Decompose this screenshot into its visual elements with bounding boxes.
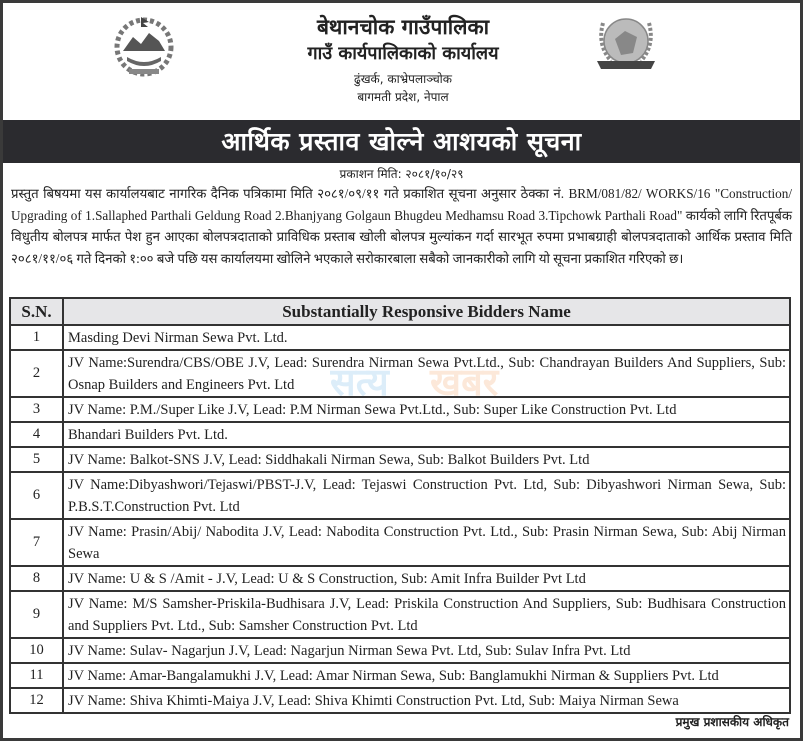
table-row <box>10 688 790 713</box>
table-row <box>10 566 790 591</box>
office-name: गाउँ कार्यपालिकाको कार्यालय <box>307 43 499 64</box>
row-serial-number: 4 <box>10 422 63 447</box>
row-serial-number: 8 <box>10 566 63 591</box>
row-serial-number: 2 <box>10 350 63 397</box>
row-serial-number: 7 <box>10 519 63 566</box>
row-bidder-name: JV Name: Amar-Bangalamukhi J.V, Lead: Amar Nirman Sewa, Sub: Banglamukhi Nirman & Suppliers Pvt. Ltd <box>63 663 790 688</box>
row-bidder-name: JV Name:Dibyashwori/Tejaswi/PBST-J.V, Lead: Tejaswi Construction Pvt. Ltd, Sub: Dibyashwori Nirman Sewa, Sub: P.B.S.T.Construction Pvt. Ltd <box>63 472 790 519</box>
address-line-1: ढुंखर्क, काभ्रेपलाञ्चोक <box>353 72 453 86</box>
table-row <box>10 472 790 519</box>
row-serial-number: 5 <box>10 447 63 472</box>
row-bidder-name: JV Name: P.M./Super Like J.V, Lead: P.M Nirman Sewa Pvt.Ltd., Sub: Super Like Construction Pvt. Ltd <box>63 397 790 422</box>
row-bidder-name: JV Name: Prasin/Abij/ Nabodita J.V, Lead: Nabodita Construction Pvt. Ltd., Sub: Prasin Nirman Sewa, Sub: Abij Nirman Sewa <box>63 519 790 566</box>
row-serial-number: 3 <box>10 397 63 422</box>
notice-title: आर्थिक प्रस्ताव खोल्ने आशयको सूचना <box>3 120 800 163</box>
municipality-name: बेथानचोक गाउँपालिका <box>316 15 490 39</box>
row-serial-number: 12 <box>10 688 63 713</box>
row-bidder-name: Masding Devi Nirman Sewa Pvt. Ltd. <box>63 325 790 350</box>
table-row <box>10 591 790 638</box>
signatory-title: प्रमुख प्रशासकीय अधिकृत <box>675 715 789 729</box>
table-row <box>10 519 790 566</box>
publication-date: प्रकाशन मिति: २०८१/१०/२९ <box>339 167 464 181</box>
row-bidder-name: JV Name: Shiva Khimti-Maiya J.V, Lead: Shiva Khimti Construction Pvt. Ltd, Sub: Maiya Nirman Sewa <box>63 688 790 713</box>
table-row <box>10 422 790 447</box>
table-row <box>10 638 790 663</box>
row-bidder-name: JV Name: Balkot-SNS J.V, Lead: Siddhakali Nirman Sewa, Sub: Balkot Builders Pvt. Ltd <box>63 447 790 472</box>
header-bidder-name: Substantially Responsive Bidders Name <box>63 298 790 325</box>
table-row <box>10 663 790 688</box>
address-line-2: बागमती प्रदेश, नेपाल <box>357 90 449 104</box>
row-serial-number: 9 <box>10 591 63 638</box>
table-row <box>10 350 790 397</box>
row-serial-number: 6 <box>10 472 63 519</box>
row-bidder-name: JV Name: U & S /Amit - J.V, Lead: U & S Construction, Sub: Amit Infra Builder Pvt Ltd <box>63 566 790 591</box>
row-serial-number: 10 <box>10 638 63 663</box>
letterhead <box>3 3 800 120</box>
table-header-row <box>10 298 790 325</box>
row-bidder-name: JV Name: M/S Samsher-Priskila-Budhisara J.V, Lead: Priskila Construction And Suppliers, Sub: Budhisara Construction and Suppliers Pvt. Ltd., Sub: Samsher Construction Pvt. Ltd <box>63 591 790 638</box>
row-bidder-name: Bhandari Builders Pvt. Ltd. <box>63 422 790 447</box>
row-bidder-name: JV Name: Sulav- Nagarjun J.V, Lead: Nagarjun Nirman Sewa Pvt. Ltd, Sub: Sulav Infra Pvt. Ltd <box>63 638 790 663</box>
row-serial-number: 11 <box>10 663 63 688</box>
table-row <box>10 325 790 350</box>
municipality-logo-icon <box>593 11 659 81</box>
header-sn: S.N. <box>10 298 63 325</box>
notice-body: प्रस्तुत बिषयमा यस कार्यालयबाट नागरिक दैनिक पत्रिकामा मिति २०८१/०९/११ गते प्रकाशित सूचना अनुसार ठेक्का नं. BRM/081/82/ WORKS/16 "Construction/ Upgrading of 1.Sallaphed Parthali Geldung Road 2.Bhanjyang Golgaun Bhugdeu Medhamsu Road 3.Tipchowk Parthali Road" कार्यको लागि रितपूर्बक विधुतीय बोलपत्र मार्फत पेश हुन आएका बोलपत्रदाताको प्राविधिक प्रस्ताब खोली बोलपत्र मुल्यांकन गर्दा सारभूत रुपमा प्रभाबग्राही बोलपत्रदाताको आर्थिक प्रस्ताव मिति २०८१/११/०६ गते दिनको १:०० बजे पछि यस कार्यालयमा खोलिने भएकाले सरोकारबाला सबैको जानकारीको लागि यो सूचना प्रकाशित गरिएको छ। <box>11 186 792 266</box>
row-bidder-name: JV Name:Surendra/CBS/OBE J.V, Lead: Surendra Nirman Sewa Pvt.Ltd., Sub: Chandrayan Builders And Suppliers, Sub: Osnap Builders and Engineers Pvt. Ltd <box>63 350 790 397</box>
table-row <box>10 447 790 472</box>
nepal-emblem-icon <box>111 11 177 81</box>
row-serial-number: 1 <box>10 325 63 350</box>
bidders-table <box>9 297 791 714</box>
table-row <box>10 397 790 422</box>
